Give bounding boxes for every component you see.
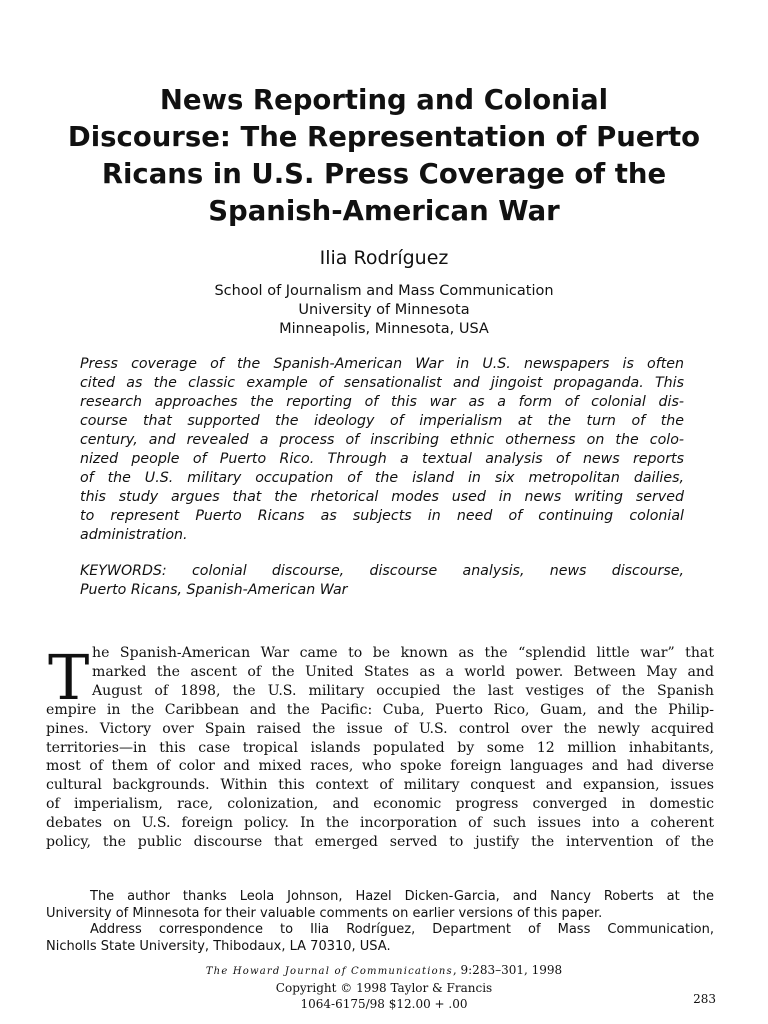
body-line: pines. Victory over Spain raised the issue of U.S. control over the newly acquired — [46, 720, 714, 737]
title-line: Discourse: The Representation of Puerto — [67, 121, 701, 153]
body-line: most of them of color and mixed races, who spoke foreign languages and had diverse — [46, 758, 714, 775]
journal-name: The Howard Journal of Communications — [205, 966, 453, 977]
body-line: of imperialism, race, colonization, and economic progress converged in domestic — [46, 796, 714, 813]
abstract-line: century, and revealed a process of inscribing ethnic otherness on the colo- — [80, 432, 684, 448]
abstract-line: this study argues that the rhetorical modes used in news writing served — [80, 489, 684, 505]
keywords-line: KEYWORDS: colonial discourse, discourse analysis, news discourse, — [80, 563, 684, 579]
journal-info — [0, 962, 768, 1012]
author-affiliation — [0, 282, 768, 339]
keywords — [80, 562, 684, 600]
abstract-line: Press coverage of the Spanish-American War in U.S. newspapers is often — [80, 356, 684, 372]
body-line: empire in the Caribbean and the Pacific: Cuba, Puerto Rico, Guam, and the Philip- — [46, 701, 714, 718]
drop-cap: T — [48, 641, 90, 714]
body-line: August of 1898, the U.S. military occupied the last vestiges of the Spanish — [92, 682, 714, 699]
footnote-line: The author thanks Leola Johnson, Hazel Dicken-Garcia, and Nancy Roberts at the — [90, 889, 714, 904]
affiliation-line: Minneapolis, Minnesota, USA — [279, 321, 489, 337]
footnote-line: Address correspondence to Ilia Rodríguez, Department of Mass Communication, — [90, 922, 714, 937]
abstract-line: research approaches the reporting of this war as a form of colonial dis- — [80, 394, 684, 410]
title-line: Spanish-American War — [208, 195, 560, 227]
title-line: Ricans in U.S. Press Coverage of the — [101, 158, 667, 190]
author-name: Ilia Rodríguez — [319, 247, 449, 269]
journal-volume: , 9:283–301, 1998 — [452, 963, 563, 977]
footnote-line: Nicholls State University, Thibodaux, LA 70310, USA. — [46, 938, 391, 954]
body-text — [46, 641, 714, 852]
affiliation-line: University of Minnesota — [298, 302, 470, 318]
affiliation-line: School of Journalism and Mass Communication — [214, 283, 554, 299]
body-line: cultural backgrounds. Within this context of military conquest and expansion, issues — [46, 777, 714, 794]
paper-title — [30, 82, 738, 230]
body-line: territories—in this case tropical islands populated by some 12 million inhabitants, — [46, 739, 714, 756]
body-line: marked the ascent of the United States as a world power. Between May and — [92, 663, 714, 680]
abstract-line: nized people of Puerto Rico. Through a textual analysis of news reports — [80, 451, 684, 467]
abstract — [80, 355, 684, 545]
abstract-line: course that supported the ideology of imperialism at the turn of the — [80, 413, 684, 429]
body-line: he Spanish-American War came to be known as the “splendid little war” that — [92, 645, 714, 661]
footnote — [46, 889, 714, 955]
abstract-line: of the U.S. military occupation of the island in six metropolitan dailies, — [80, 470, 684, 486]
body-line: debates on U.S. foreign policy. In the incorporation of such issues into a coherent — [46, 815, 714, 832]
footnote-line: University of Minnesota for their valuable comments on earlier versions of this paper. — [46, 905, 603, 921]
abstract-line: cited as the classic example of sensationalist and jingoist propaganda. This — [80, 375, 684, 391]
body-line: policy, the public discourse that emerged served to justify the intervention of the — [46, 834, 714, 851]
page-number: 283 — [693, 992, 716, 1006]
abstract-line: to represent Puerto Ricans as subjects in need of continuing colonial — [80, 508, 684, 524]
abstract-line: administration. — [80, 527, 188, 543]
title-line: News Reporting and Colonial — [159, 84, 609, 116]
journal-citation — [0, 962, 768, 980]
keywords-line: Puerto Ricans, Spanish-American War — [80, 582, 348, 598]
journal-issn: 1064-6175/98 $12.00 + .00 — [300, 997, 468, 1011]
journal-copyright: Copyright © 1998 Taylor & Francis — [275, 981, 493, 995]
